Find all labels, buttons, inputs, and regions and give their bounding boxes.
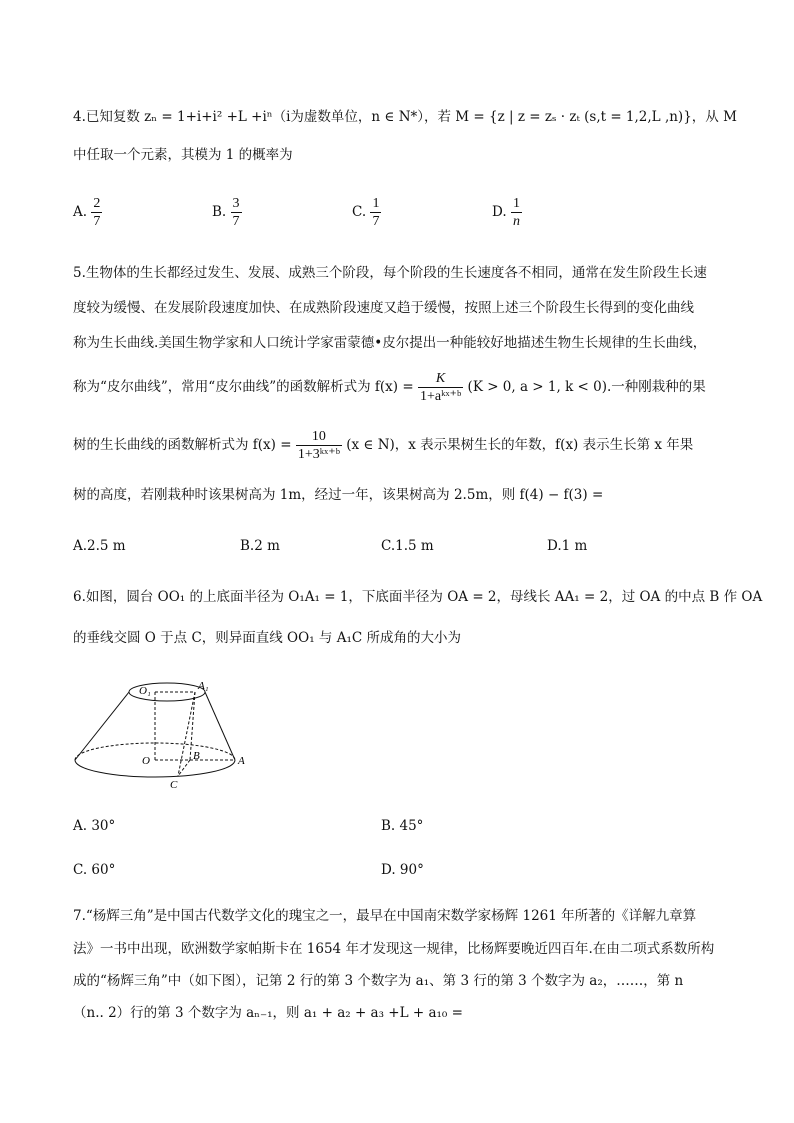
- q6-stem-line2: 的垂线交圆 O 于点 C，则异面直线 OO₁ 与 A₁C 所成角的大小为: [73, 630, 461, 646]
- bottom-base-front-arc: [75, 760, 235, 777]
- q5-option-b: B.2 m: [240, 538, 280, 554]
- q6-option-d: D. 90°: [381, 862, 424, 878]
- q7-stem-line3: 成的“杨辉三角”中（如下图），记第 2 行的第 3 个数字为 a₁、第 3 行的第 3 个数字为 a₂，……，第 n: [73, 973, 684, 989]
- q7-stem-line1: 7.“杨辉三角”是中国古代数学文化的瑰宝之一，最早在中国南宋数学家杨辉 1261 年所著的《详解九章算: [73, 908, 697, 924]
- label-o1: O₁: [139, 685, 151, 697]
- label-b: B: [193, 750, 200, 762]
- q7-stem-line2: 法》一书中出现，欧洲数学家帕斯卡在 1654 年才发现这一规律，比杨辉要晚近四百年.在由二项式系数所构: [73, 941, 715, 957]
- q6-stem-line1: 6.如图，圆台 OO₁ 的上底面半径为 O₁A₁ = 1，下底面半径为 OA = 2，母线长 AA₁ = 2，过 OA 的中点 B 作 OA: [73, 589, 763, 605]
- label-c: C: [170, 779, 178, 791]
- label-o: O: [142, 755, 150, 767]
- q5-option-d: D.1 m: [547, 538, 588, 554]
- label-a: A: [238, 755, 245, 767]
- q4-option-d-fraction: $\frac{1}{n}$: [512, 196, 520, 229]
- q5-stem-line1: 5.生物体的生长都经过发生、发展、成熟三个阶段，每个阶段的生长速度各不相同，通常在发生阶段生长速: [73, 265, 707, 281]
- q4-option-c-fraction: $\frac{1}{7}$: [372, 196, 380, 229]
- q4-stem-line2: 中任取一个元素，其模为 1 的概率为: [73, 147, 293, 163]
- frustum-figure: [70, 680, 260, 799]
- q6-option-b: B. 45°: [381, 818, 424, 834]
- q5-stem-line2: 度较为缓慢、在发展阶段速度加快、在成熟阶段速度又趋于缓慢，按照上述三个阶段生长得到的变化曲线: [73, 300, 694, 316]
- q6-option-c: C. 60°: [73, 862, 116, 878]
- right-slant-edge: [205, 692, 235, 760]
- q5-stem-line6: 树的高度，若刚栽种时该果树高为 1m，经过一年，该果树高为 2.5m，则 f(4) − f(3) =: [73, 487, 604, 503]
- label-a1: A₁: [198, 680, 209, 692]
- q4-option-b-fraction: $\frac{3}{7}$: [232, 196, 240, 229]
- q4-option-a: A. $\frac{2}{7}$: [73, 196, 101, 229]
- q4-option-a-fraction: $\frac{2}{7}$: [93, 196, 101, 229]
- q4-option-b: B. $\frac{3}{7}$: [212, 196, 240, 229]
- q5-tree-fraction: $\frac{10}{\text{1+3ᵏˣ⁺ᵇ}}$: [297, 429, 340, 462]
- q6-option-a: A. 30°: [73, 818, 116, 834]
- q4-option-c: C. $\frac{1}{7}$: [352, 196, 380, 229]
- q4-stem-line1: 4.已知复数 zₙ = 1+i+i² +L +iⁿ（i为虚数单位，n ∈ N*），若 M = {z | z = zₛ · zₜ (s,t = 1,2,L ,n)}，从 M: [73, 109, 737, 125]
- q5-stem-line5: 树的生长曲线的函数解析式为 f(x) = $\frac{10}{\text{1+3ᵏˣ⁺ᵇ}}$ (x ∈ N)，x 表示果树生长的年数，f(x) 表示生长第 x 年果: [73, 429, 694, 462]
- q7-stem-line4: （n.. 2）行的第 3 个数字为 aₙ₋₁，则 a₁ + a₂ + a₃ +L + a₁₀ =: [73, 1005, 463, 1021]
- q5-option-a: A.2.5 m: [73, 538, 126, 554]
- segment-a1c: [178, 692, 195, 776]
- q5-stem-line3: 称为生长曲线.美国生物学家和人口统计学家雷蒙德•皮尔提出一种能较好地描述生物生长规律的生长曲线，: [73, 335, 707, 351]
- q5-pearl-fraction: $\frac{K}{\text{1+aᵏˣ⁺ᵇ}}$: [419, 371, 462, 404]
- q5-stem-line4: 称为“皮尔曲线”，常用“皮尔曲线”的函数解析式为 f(x) = $\frac{K}{\text{1+aᵏˣ⁺ᵇ}}$ (K > 0, a > 1, k < 0).一种刚栽种的果: [73, 371, 706, 404]
- frustum-diagram: [70, 680, 260, 795]
- q5-option-c: C.1.5 m: [381, 538, 434, 554]
- q4-option-d: D. $\frac{1}{n}$: [492, 196, 520, 229]
- left-slant-edge: [75, 692, 129, 760]
